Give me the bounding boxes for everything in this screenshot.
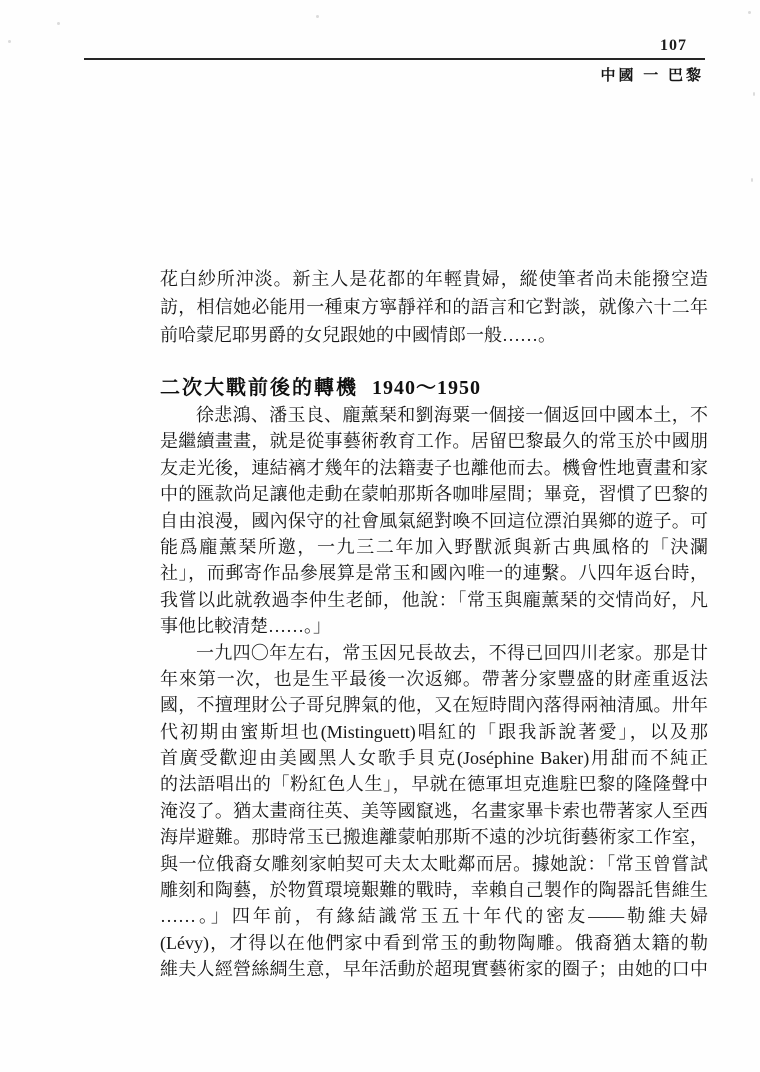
text-line: 徐悲鴻、潘玉良、龐薰琹和劉海粟一個接一個返回中國本土，不 [196,405,708,425]
text-line: 雕刻和陶藝，於物質環境艱難的戰時，幸賴自己製作的陶器託售維生 [160,880,708,901]
text-line: 淹沒了。猶太畫商往英、美等國竄逃，名畫家畢卡索也帶著家人至西 [160,800,708,821]
text-line: 前哈蒙尼耶男爵的女兒跟她的中國情郎一般……。 [160,325,556,345]
text-line: 花白紗所沖淡。新主人是花都的年輕貴婦，縱使筆者尚未能撥空造 [160,269,708,289]
section-heading-title: 二次大戰前後的轉機 [160,377,358,399]
text-line: 與一位俄裔女雕刻家帕契可夫太太毗鄰而居。據她說：「常玉曾嘗試 [160,853,708,874]
text-line: 自由浪漫，國內保守的社會風氣絕對喚不回這位漂泊異鄉的遊子。可 [160,510,708,531]
page-number: 107 [660,37,687,54]
dust-speck [8,40,11,43]
dust-speck [316,15,319,18]
text-line: ……。」四年前，有緣結識常玉五十年代的密友——勒維夫婦 [160,906,708,927]
paragraph [160,402,708,640]
text-line: 是繼續畫畫，就是從事藝術敎育工作。居留巴黎最久的常玉於中國朋 [160,431,708,452]
text-line: 年來第一次，也是生平最後一次返鄉。帶著分家豐盛的財產重返法 [160,668,708,689]
paragraph [160,640,708,983]
dust-speck [753,92,755,96]
text-line: 海岸避難。那時常玉已搬進離蒙帕那斯不遠的沙坑街藝術家工作室， [160,827,708,848]
dust-speck [751,178,753,182]
text-line: 能爲龐薰琹所邀，一九三二年加入野獸派與新古典風格的「決瀾 [160,536,708,557]
page-body-text [160,402,708,983]
text-line: (Lévy)，才得以在他們家中看到常玉的動物陶雕。俄裔猶太籍的勒 [160,932,708,953]
text-line: 代初期由蜜斯坦也(Mistinguett)唱紅的「跟我訴說著愛」，以及那 [160,721,708,742]
intro-paragraph [160,265,708,349]
dust-speck [748,11,751,14]
text-line: 國，不擅理財公子哥兒脾氣的他，又在短時間內落得兩袖清風。卅年 [160,695,708,716]
running-head: 中國 一 巴黎 [600,68,704,84]
text-line: 我嘗以此就敎過李仲生老師，他說：「常玉與龐薰琹的交情尚好，凡 [160,589,708,610]
text-line: 事他比較清楚……。」 [160,616,331,637]
section-heading [160,371,708,400]
text-line: 的法語唱出的「粉紅色人生」，早就在德軍坦克進駐巴黎的隆隆聲中 [160,774,708,795]
text-line: 維夫人經營絲綢生意，早年活動於超現實藝術家的圈子；由她的口中 [160,959,708,980]
text-line: 訪，相信她必能用一種東方寧靜祥和的語言和它對談，就像六十二年 [160,297,708,317]
text-line: 中的匯款尚足讓他走動在蒙帕那斯各咖啡屋間；畢竟，習慣了巴黎的 [160,484,708,505]
text-line: 友走光後，連結褵才幾年的法籍妻子也離他而去。機會性地賣畫和家 [160,457,708,478]
header-rule [84,58,705,60]
dust-speck [57,22,60,25]
text-line: 社」，而郵寄作品參展算是常玉和國內唯一的連繫。八四年返台時， [160,563,708,584]
text-line: 首廣受歡迎由美國黑人女歌手貝克(Joséphine Baker)用甜而不純正 [160,748,708,769]
section-heading-years: 1940～1950 [372,377,481,399]
text-line: 一九四〇年左右，常玉因兄長故去，不得已回四川老家。那是廿 [196,642,708,663]
